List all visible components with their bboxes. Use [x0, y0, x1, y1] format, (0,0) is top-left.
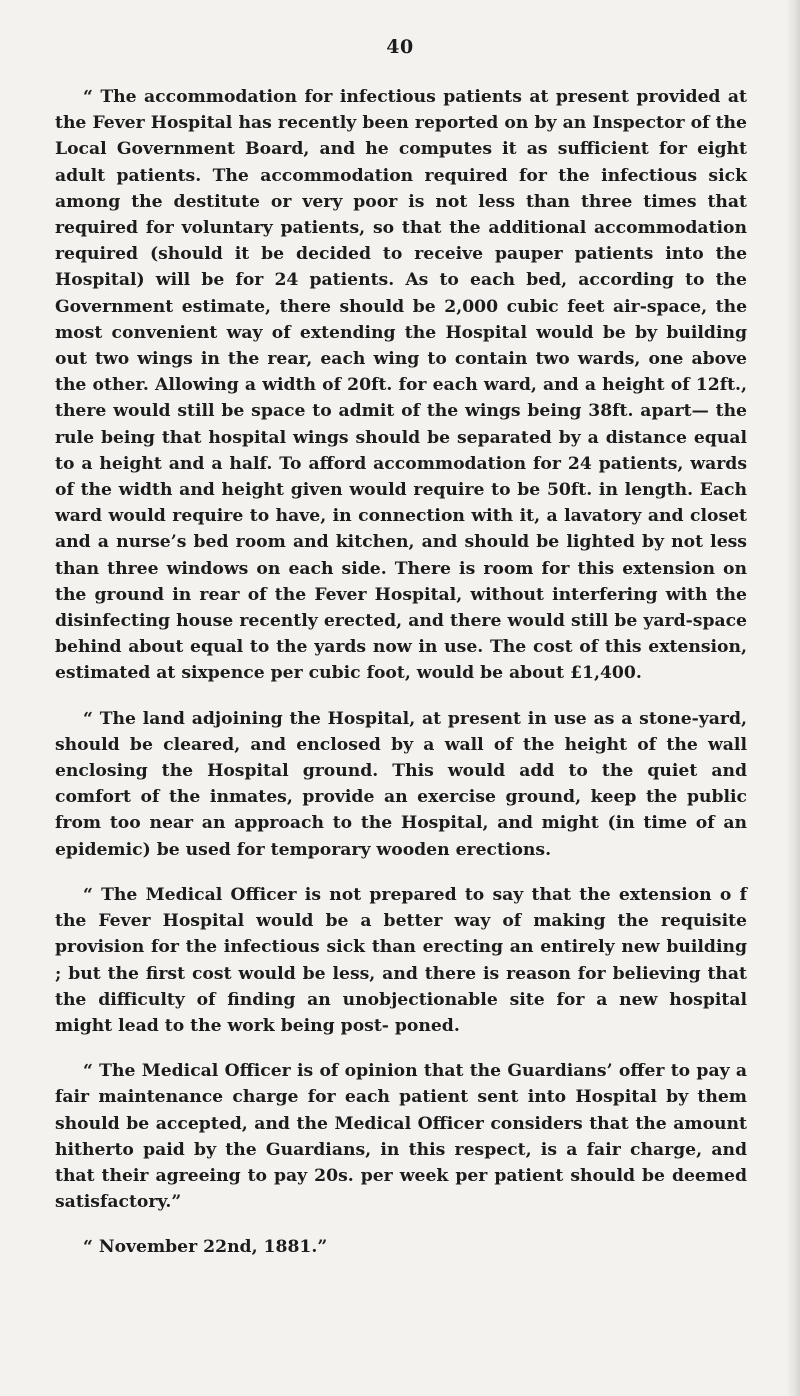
paragraph-guardians-offer: “ The Medical Officer is of opinion that the Guardians’ offer to pay a fair maintenance charge for each patient sent into Hospital by them should be accepted, and the Medical Officer considers that the amount hitherto paid by the Guardians, in this respect, is a fair charge, and that their agreeing to pay 20s. per week per patient should be deemed satisfactory.”: [55, 1061, 747, 1213]
document-body: [55, 84, 747, 1261]
paragraph-fever-hospital-extension: “ The accommodation for infectious patients at present provided at the Fever Hospital has recently been reported on by an Inspector of the Local Government Board, and he computes it as sufficient for eight adult patients. The accommodation required for the infectious sick among the destitute or very poor is not less than three times that required for voluntary patients, so that the additional accommodation required (should it be decided to receive pauper patients into the Hospital) will be for 24 patients. As to each bed, according to the Government estimate, there should be 2,000 cubic feet air-space, the most convenient way of extending the Hospital would be by building out two wings in the rear, each wing to contain two wards, one above the other. Allowing a width of 20ft. for each ward, and a height of 12ft., there would still be space to admit of the wings being 38ft. apart— the rule being that hospital wings should be separated by a distance equal to a height and a half. To afford accommodation for 24 patients, wards of the width and height given would require to be 50ft. in length. Each ward would require to have, in connection with it, a lavatory and closet and a nurse’s bed room and kitchen, and should be lighted by not less than three windows on each side. There is room for this extension on the ground in rear of the Fever Hospital, without interfering with the disinfecting house recently erected, and there would still be yard-space behind about equal to the yards now in use. The cost of this extension, estimated at sixpence per cubic foot, would be about £1,400.: [55, 87, 747, 684]
paragraph-new-building-comparison: “ The Medical Officer is not prepared to say that the extension o f the Fever Hospital would be a better way of making the requisite provision for the infectious sick than erecting an entirely new building ; but the first cost would be less, and there is reason for believing that the difficulty of finding an unobjectionable site for a new hospital might lead to the work being post- poned.: [55, 884, 747, 1036]
page-number: 40: [386, 36, 414, 58]
paragraph-adjoining-land: “ The land adjoining the Hospital, at present in use as a stone-yard, should be cleared, and enclosed by a wall of the height of the wall enclosing the Hospital ground. This would add to the quiet and comfort of the inmates, provide an exercise ground, keep the public from too near an approach to the Hospital, and might (in time of an epidemic) be used for temporary wooden erections.: [55, 708, 747, 860]
page-edge-shadow: [786, 0, 800, 1396]
date-signoff: “ November 22nd, 1881.”: [83, 1237, 328, 1258]
